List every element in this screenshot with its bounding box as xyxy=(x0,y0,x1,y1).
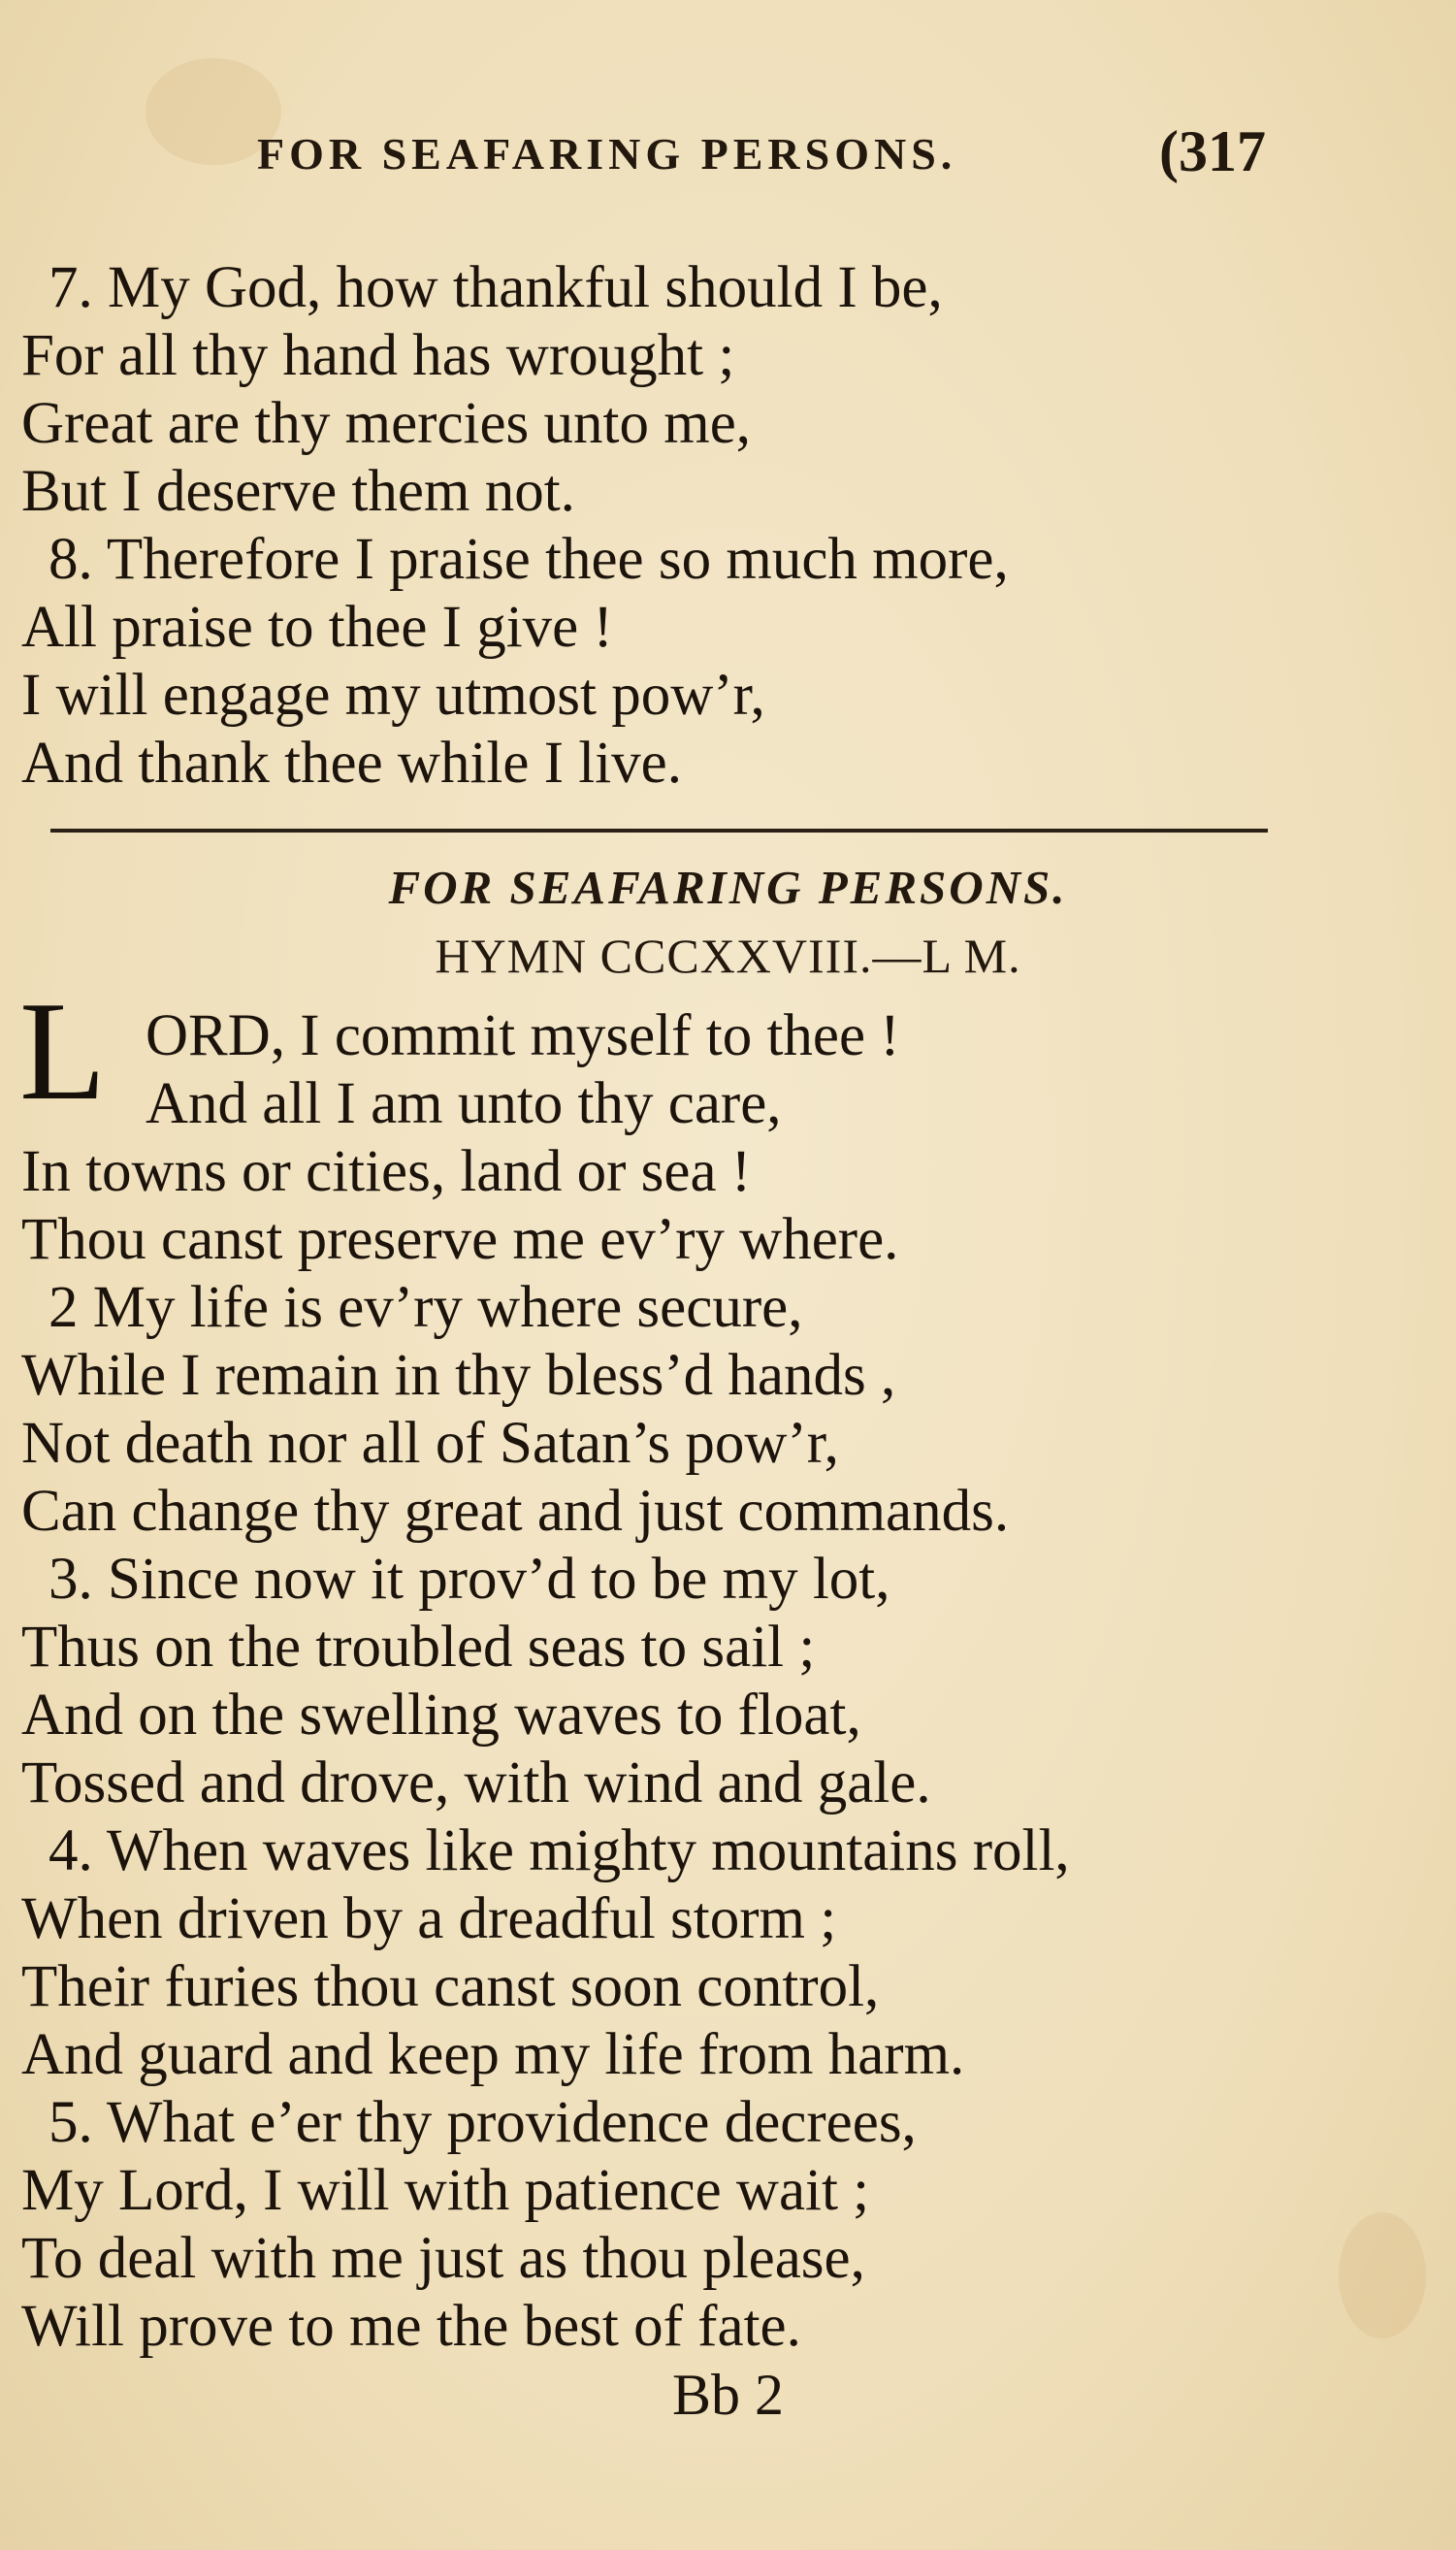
verse-line: To deal with me just as thou please, xyxy=(21,2226,865,2291)
verse-line: Not death nor all of Satan’s pow’r, xyxy=(21,1411,839,1476)
section-title: FOR SEAFARING PERSONS. xyxy=(388,861,1068,914)
verse-line: And guard and keep my life from harm. xyxy=(21,2022,965,2087)
verse-line: And thank thee while I live. xyxy=(21,731,682,796)
verse-line: I will engage my utmost pow’r, xyxy=(21,663,765,728)
verse-line: Tossed and drove, with wind and gale. xyxy=(21,1750,931,1815)
verse-line: Will prove to me the best of fate. xyxy=(21,2294,801,2359)
verse-line: 8. Therefore I praise thee so much more, xyxy=(49,527,1009,592)
verse-line: And all I am unto thy care, xyxy=(146,1071,782,1136)
verse-line: ORD, I commit myself to thee ! xyxy=(146,1003,900,1068)
verse-line: In towns or cities, land or sea ! xyxy=(21,1139,752,1204)
verse-line: 7. My God, how thankful should I be, xyxy=(49,255,943,320)
verse-line: While I remain in thy bless’d hands , xyxy=(21,1343,896,1408)
verse-line: All praise to thee I give ! xyxy=(21,595,613,660)
verse-line: When driven by a dreadful storm ; xyxy=(21,1886,837,1951)
hymn-heading: HYMN CCCXXVIII.—L M. xyxy=(435,929,1021,983)
drop-cap: L xyxy=(19,972,107,1129)
running-head: FOR SEAFARING PERSONS. xyxy=(257,129,957,179)
verse-line: 3. Since now it prov’d to be my lot, xyxy=(49,1547,890,1612)
verse-line: 4. When waves like mighty mountains roll, xyxy=(49,1818,1070,1883)
verse-line: But I deserve them not. xyxy=(21,459,575,524)
verse-line: For all thy hand has wrought ; xyxy=(21,323,735,388)
verse-line: Their furies thou canst soon control, xyxy=(21,1954,880,2019)
verse-line: And on the swelling waves to float, xyxy=(21,1683,861,1748)
verse-line: Thou canst preserve me ev’ry where. xyxy=(21,1207,899,1272)
paper-stain xyxy=(1339,2212,1426,2338)
verse-line: Can change thy great and just commands. xyxy=(21,1479,1010,1544)
page-number: (317 xyxy=(1159,119,1266,183)
verse-line: 2 My life is ev’ry where secure, xyxy=(49,1275,803,1340)
verse-line: 5. What e’er thy providence decrees, xyxy=(49,2090,917,2155)
signature-mark: Bb 2 xyxy=(671,2363,785,2427)
verse-line: Thus on the troubled seas to sail ; xyxy=(21,1615,816,1680)
section-divider xyxy=(50,829,1268,833)
verse-line: My Lord, I will with patience wait ; xyxy=(21,2158,870,2223)
verse-line: Great are thy mercies unto me, xyxy=(21,391,752,456)
